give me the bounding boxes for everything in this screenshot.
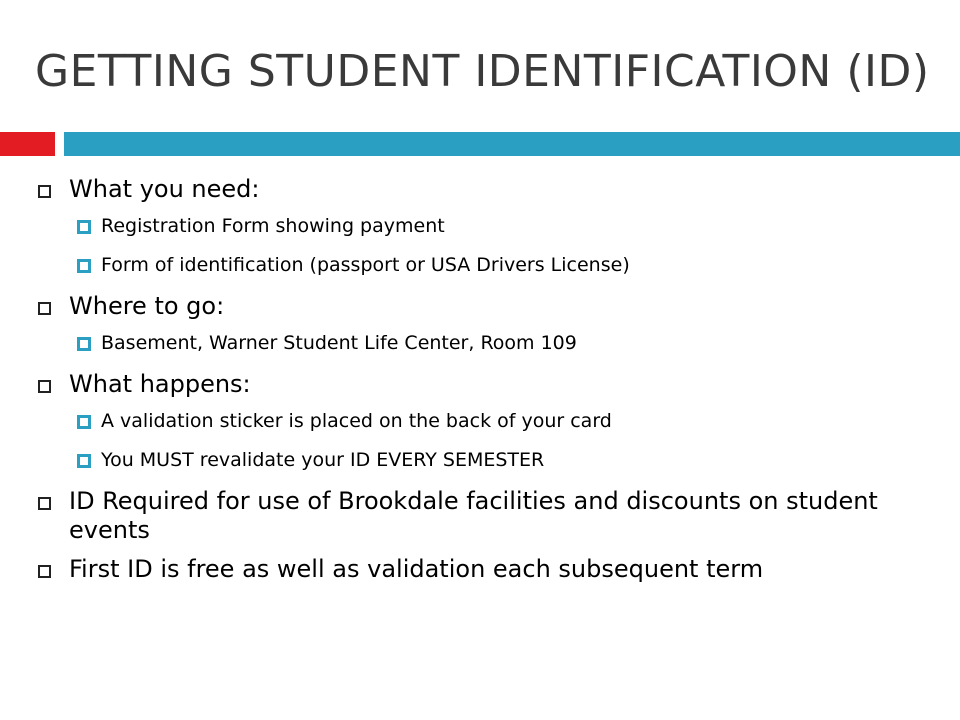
sub-bullet — [36, 331, 936, 355]
bullet-first-id-free — [36, 555, 936, 584]
sub-bullet — [36, 409, 936, 433]
slide-title: GETTING STUDENT IDENTIFICATION (ID) — [35, 46, 930, 97]
square-bullet-icon — [77, 259, 91, 273]
sub-bullet-text: A validation sticker is placed on the back of your card — [101, 410, 612, 432]
bullet-where-to-go — [36, 292, 936, 321]
square-bullet-icon — [38, 565, 51, 578]
sub-bullet-text: Basement, Warner Student Life Center, Room 109 — [101, 332, 577, 354]
sub-bullet-text: You MUST revalidate your ID EVERY SEMESTER — [101, 449, 545, 471]
square-bullet-icon — [38, 302, 51, 315]
accent-bar-blue — [64, 132, 960, 156]
square-bullet-icon — [38, 380, 51, 393]
sub-bullet — [36, 448, 936, 472]
bullet-text: ID Required for use of Brookdale facilities and discounts on student events — [69, 487, 878, 544]
sub-bullet — [36, 253, 936, 277]
sub-bullet — [36, 214, 936, 238]
bullet-id-required — [36, 487, 936, 545]
bullet-text: Where to go: — [69, 292, 225, 320]
square-bullet-icon — [77, 220, 91, 234]
accent-bar-red — [0, 132, 55, 156]
square-bullet-icon — [77, 415, 91, 429]
square-bullet-icon — [38, 497, 51, 510]
sub-bullet-text: Form of identification (passport or USA Drivers License) — [101, 254, 630, 276]
sub-bullet-text: Registration Form showing payment — [101, 215, 445, 237]
bullet-text: What happens: — [69, 370, 251, 398]
bullet-text: First ID is free as well as validation each subsequent term — [69, 555, 764, 583]
bullet-what-you-need — [36, 175, 936, 204]
square-bullet-icon — [77, 337, 91, 351]
bullet-list — [36, 175, 936, 594]
bullet-text: What you need: — [69, 175, 260, 203]
square-bullet-icon — [77, 454, 91, 468]
square-bullet-icon — [38, 185, 51, 198]
bullet-what-happens — [36, 370, 936, 399]
